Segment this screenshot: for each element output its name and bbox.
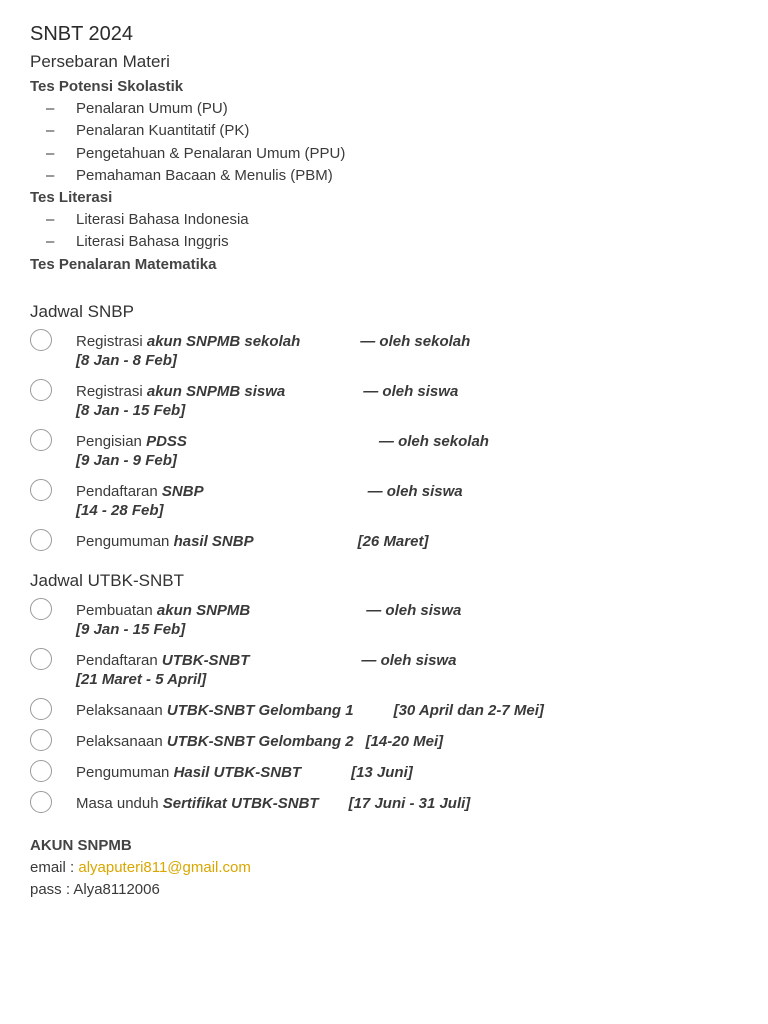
checkbox[interactable] (30, 429, 52, 451)
list-item: – Penalaran Umum (PU) (30, 98, 740, 120)
account-block (30, 835, 740, 901)
document-page (30, 20, 740, 901)
list-item: – Pengetahuan & Penalaran Umum (PPU) (30, 143, 740, 165)
todo-list-snbp (30, 332, 740, 551)
checkbox[interactable] (30, 379, 52, 401)
dash-icon: – (46, 144, 55, 162)
checkbox[interactable] (30, 479, 52, 501)
dash-icon: – (46, 166, 55, 184)
section-utbk-heading: Jadwal UTBK-SNBT (30, 570, 184, 590)
todo-item: Pendaftaran SNBP — oleh siswa [14 - 28 Feb] (30, 482, 740, 520)
checkbox[interactable] (30, 729, 52, 751)
account-title: AKUN SNPMB (30, 836, 132, 854)
password-value: Alya8112006 (73, 880, 160, 898)
dash-icon: – (46, 211, 55, 229)
checkbox[interactable] (30, 529, 52, 551)
todo-item: Pelaksanaan UTBK-SNBT Gelombang 2 [14-20 Mei] (30, 732, 740, 751)
dash-icon: – (46, 100, 55, 117)
page-title: SNBT 2024 (30, 23, 134, 45)
email-link[interactable]: alyaputeri811@gmail.com (78, 858, 251, 876)
todo-item: Pengisian PDSS — oleh sekolah [9 Jan - 9 Feb] (30, 432, 740, 470)
email-line: email : alyaputeri811@gmail.com (30, 858, 251, 876)
todo-item: Pembuatan akun SNPMB — oleh siswa [9 Jan - 15 Feb] (30, 601, 740, 639)
section-persebaran-heading: Persebaran Materi (30, 52, 170, 71)
dash-icon: – (46, 122, 55, 140)
todo-item: Pendaftaran UTBK-SNBT — oleh siswa [21 Maret - 5 April] (30, 651, 740, 689)
group-title-literasi: Tes Literasi (30, 189, 113, 207)
list-item: – Literasi Bahasa Indonesia (30, 209, 740, 231)
todo-item: Masa unduh Sertifikat UTBK-SNBT [17 Juni - 31 Juli] (30, 794, 740, 813)
group-title-tps: Tes Potensi Skolastik (30, 78, 184, 95)
list-item: – Literasi Bahasa Inggris (30, 231, 740, 253)
list-item: – Penalaran Kuantitatif (PK) (30, 120, 740, 142)
group-title-matematika: Tes Penalaran Matematika (30, 255, 217, 273)
checkbox[interactable] (30, 648, 52, 670)
todo-item: Registrasi akun SNPMB sekolah — oleh sekolah [8 Jan - 8 Feb] (30, 332, 740, 370)
section-snbp-heading: Jadwal SNBP (30, 301, 134, 321)
list-item: – Pemahaman Bacaan & Menulis (PBM) (30, 165, 740, 187)
todo-item: Pengumuman Hasil UTBK-SNBT [13 Juni] (30, 763, 740, 782)
checkbox[interactable] (30, 329, 52, 351)
todo-item: Pelaksanaan UTBK-SNBT Gelombang 1 [30 April dan 2-7 Mei] (30, 701, 740, 720)
bullet-list-literasi (30, 209, 740, 254)
checkbox[interactable] (30, 791, 52, 813)
checkbox[interactable] (30, 760, 52, 782)
todo-item: Registrasi akun SNPMB siswa — oleh siswa [8 Jan - 15 Feb] (30, 382, 740, 420)
checkbox[interactable] (30, 698, 52, 720)
todo-list-utbk (30, 601, 740, 813)
todo-item: Pengumuman hasil SNBP [26 Maret] (30, 532, 740, 551)
bullet-list-tps (30, 98, 740, 187)
dash-icon: – (46, 233, 55, 251)
pass-line: pass : Alya8112006 (30, 880, 160, 898)
checkbox[interactable] (30, 598, 52, 620)
